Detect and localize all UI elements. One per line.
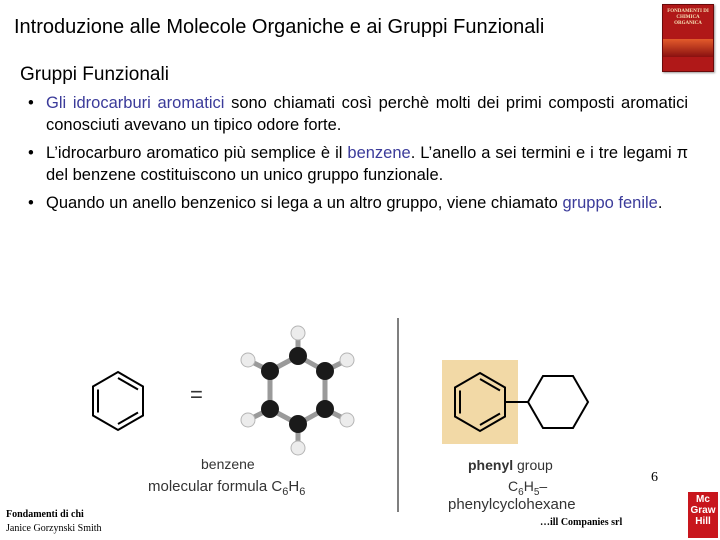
- formula-text: molecular formula C: [148, 478, 283, 495]
- formula-subscript: 6: [282, 486, 289, 498]
- slide-title: Introduzione alle Molecole Organiche e ai Gruppi Funzionali: [14, 16, 545, 38]
- formula-text: –: [539, 478, 548, 494]
- section-subtitle: Gruppi Funzionali: [20, 64, 169, 85]
- highlight-term: Gli idrocarburi aromatici: [46, 94, 225, 112]
- formula-text: C: [508, 478, 519, 494]
- phenyl-rest-text: group: [513, 457, 553, 473]
- highlight-term: benzene: [347, 144, 411, 162]
- formula-text: H: [288, 478, 300, 495]
- molecular-formula-label: [148, 478, 305, 498]
- formula-text: H: [523, 478, 534, 494]
- bullet-text: sono chiamati così perchè molti dei primi composti aromatici conosciuti avevano un tipico odore forte.: [46, 94, 688, 134]
- formula-subscript: 6: [518, 486, 524, 498]
- benzene-skeletal-structure: [93, 372, 143, 430]
- benzene-ball-and-stick-model: [241, 326, 354, 455]
- book-reference: [6, 508, 102, 536]
- publisher-logo: Mc Graw Hill: [688, 492, 718, 538]
- bullet-marker: •: [28, 94, 34, 112]
- phenyl-bold-text: phenyl: [468, 457, 514, 473]
- formula-subscript: 6: [299, 486, 306, 498]
- phenylcyclohexane-label: phenylcyclohexane: [448, 496, 576, 513]
- book-cover-text: FONDAMENTI DI CHIMICA ORGANICA: [667, 9, 709, 26]
- bullet-text: L’idrocarburo aromatico più semplice è il: [46, 144, 348, 162]
- bullet-text: . L’anello a sei termini e i tre legami π del benzene costituiscono un unico gruppo funzionale.: [46, 144, 688, 184]
- bullet-text: Quando un anello benzenico si lega a un altro gruppo, viene chiamato: [46, 194, 563, 212]
- equals-sign: =: [190, 382, 203, 407]
- book-author: Janice Gorzynski Smith: [6, 523, 102, 534]
- highlight-term: gruppo fenile: [562, 194, 658, 212]
- page-number: 6: [651, 470, 658, 485]
- copyright-text: …ill Companies srl: [540, 517, 623, 528]
- bullet-marker: •: [28, 144, 34, 162]
- phenylcyclohexane-structure: [442, 360, 588, 444]
- bullet-marker: •: [28, 194, 34, 212]
- bullet-text: .: [657, 194, 663, 212]
- book-title: Fondamenti di chi: [6, 509, 84, 520]
- formula-subscript: 5: [533, 486, 540, 498]
- phenyl-formula: [508, 478, 547, 498]
- benzene-label: benzene: [201, 456, 255, 472]
- phenyl-group-label: [468, 457, 553, 473]
